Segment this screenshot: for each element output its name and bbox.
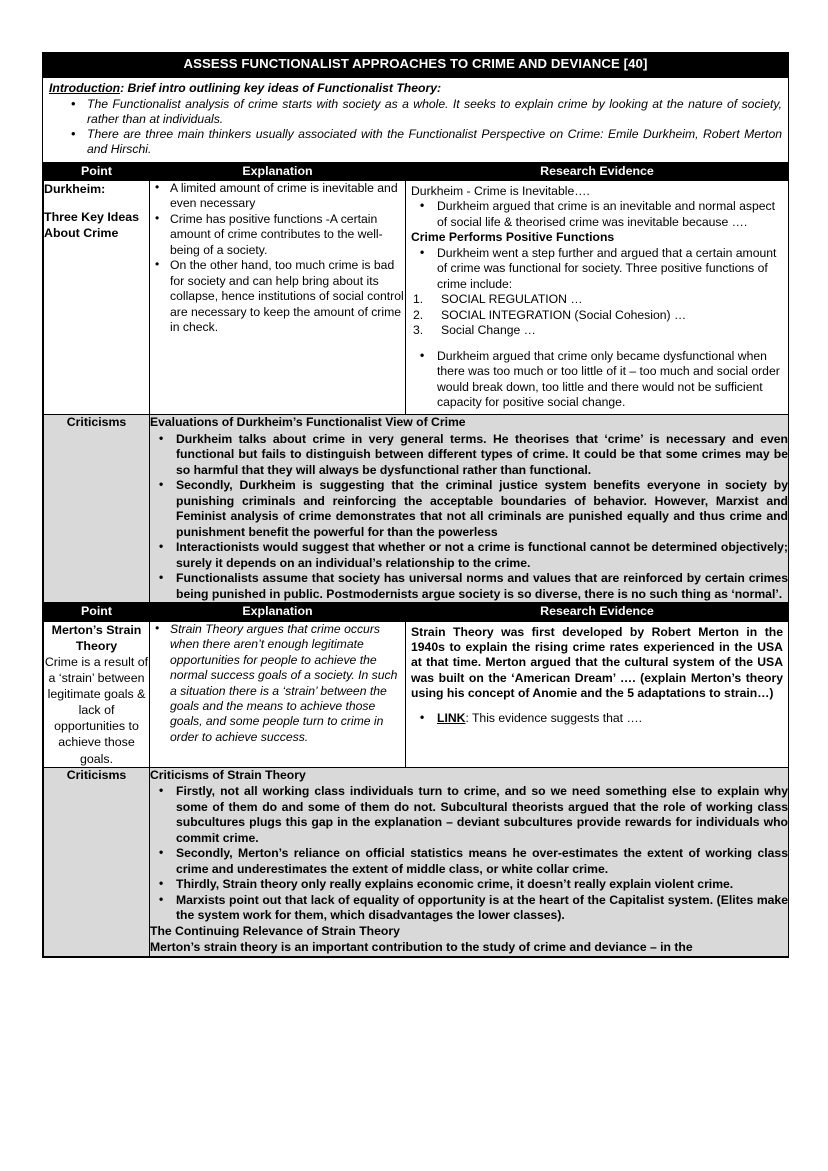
- introduction-heading: [49, 81, 782, 96]
- explanation-cell-merton: [150, 621, 406, 767]
- evidence-bullet-list-1: [411, 199, 783, 230]
- explanation-bullet-list: [150, 622, 405, 746]
- list-item: • On the other hand, too much crime is bad for society and can help bring about its collapse, hence institutions of social control are necessary to keep the amount of crime in check.: [150, 258, 405, 335]
- evidence-heading-inevitable: Durkheim - Crime is Inevitable….: [411, 183, 590, 198]
- point-merton-title: Merton’s Strain Theory: [51, 622, 142, 653]
- criticisms-bullet-list: [150, 784, 788, 923]
- list-item: Social Change …: [441, 323, 536, 338]
- point-cell-merton: [44, 621, 150, 767]
- point-cell-durkheim: [44, 180, 150, 415]
- criticisms-heading: Evaluations of Durkheim’s Functionalist View of Crime: [150, 415, 466, 430]
- table-row-criticisms-merton: [44, 767, 789, 956]
- page-title: ASSESS FUNCTIONALIST APPROACHES TO CRIME AND DEVIANCE [40]: [43, 53, 788, 77]
- list-item: [411, 711, 783, 726]
- list-item: SOCIAL INTEGRATION (Social Cohesion) …: [441, 307, 687, 322]
- criticisms-footer-heading: The Continuing Relevance of Strain Theory: [150, 923, 400, 938]
- list-item: • Crime has positive functions -A certain amount of crime contributes to the well-being of a society.: [150, 212, 405, 258]
- column-header-explanation: Explanation: [150, 162, 406, 180]
- list-item: • Secondly, Merton’s reliance on official statistics means he over-estimates the extent of working class crime and underestimates the extent of middle class, or white collar crime.: [150, 846, 788, 877]
- criticisms-label: Criticisms: [44, 415, 150, 603]
- table-header-row: [44, 162, 789, 180]
- list-item: SOCIAL REGULATION …: [441, 292, 583, 307]
- list-item: • The Functionalist analysis of crime starts with society as a whole. It seeks to explain crime by looking at the nature of society, rather than at individuals.: [71, 97, 782, 128]
- spacer: [411, 701, 783, 711]
- evidence-paragraph-merton: Strain Theory was first developed by Robert Merton in the 1940s to explain the rising crime rates experienced in the USA at that time. Merton argued that the cultural system of the USA was built on the ‘American Dream’ …. (explain Merton’s theory using his concept of Anomie and the 5 adaptations to strain…): [411, 624, 783, 701]
- table-header-row-2: [44, 603, 789, 621]
- list-item: • Durkheim argued that crime only became dysfunctional when there was too much or too little of it – too much and social order would break down, too little and there would not be sufficient capacity for positive social change.: [411, 349, 783, 411]
- link-label: LINK: [437, 711, 466, 726]
- column-header-explanation: Explanation: [150, 603, 406, 621]
- criticisms-heading: Criticisms of Strain Theory: [150, 767, 306, 782]
- worksheet-table: [42, 52, 789, 958]
- list-item: • Durkheim went a step further and argued that a certain amount of crime was functional for society. Three positive functions of crime include:: [411, 246, 783, 292]
- column-header-point: Point: [44, 162, 150, 180]
- list-item: • Durkheim talks about crime in very general terms. He theorises that ‘crime’ is necessary and even functional but fails to distinguish between different types of crime. It could be that some crimes may be so harmful that they will always be dysfunctional rather than functional.: [150, 432, 788, 478]
- list-item: • Strain Theory argues that crime occurs when there aren’t enough legitimate opportunities for people to achieve the normal success goals of a society. In such a situation there is a ‘strain’ between the goals and the means to achieve those goals, and some people turn to crime in order to achieve success.: [150, 622, 405, 746]
- table-row: [44, 621, 789, 767]
- criticisms-body-merton: [150, 767, 789, 956]
- list-item: • Durkheim argued that crime is an inevitable and normal aspect of social life & theorised crime was inevitable because ….: [411, 199, 783, 230]
- spacer: [411, 339, 783, 349]
- evidence-bullet-list-2: [411, 246, 783, 292]
- list-item: • There are three main thinkers usually associated with the Functionalist Perspective on Crime: Emile Durkheim, Robert Merton and Hirschi.: [71, 127, 782, 158]
- list-item: • Marxists point out that lack of equality of opportunity is at the heart of the Capitalist system. (Elites make the system work for them, which disadvantages the lower classes).: [150, 893, 788, 924]
- content-table: [43, 162, 789, 957]
- list-item: • Thirdly, Strain theory only really explains economic crime, it doesn’t really explain violent crime.: [150, 877, 788, 892]
- criticisms-footer-text: Merton’s strain theory is an important contribution to the study of crime and deviance – in the: [150, 940, 693, 955]
- criticisms-bullet-list: [150, 432, 788, 602]
- explanation-bullet-list: [150, 181, 405, 336]
- spacer: [44, 197, 149, 209]
- column-header-evidence: Research Evidence: [406, 603, 789, 621]
- evidence-link-list: [411, 711, 783, 726]
- list-item: • A limited amount of crime is inevitable and even necessary: [150, 181, 405, 212]
- point-merton-rest: Crime is a result of a ‘strain’ between legitimate goals & lack of opportunities to achieve those goals.: [44, 654, 149, 766]
- point-durkheim-line1: Durkheim:: [44, 181, 106, 196]
- introduction-bullet-list: [49, 97, 782, 158]
- table-row-criticisms-durkheim: [44, 415, 789, 603]
- evidence-bullet-list-3: [411, 349, 783, 411]
- criticisms-label: Criticisms: [44, 767, 150, 956]
- list-item: • Secondly, Durkheim is suggesting that the criminal justice system benefits everyone in society by punishing criminals and reinforcing the acceptable boundaries of behavior. However, Marxist and Feminist analysis of crime demonstrates that not all criminals are punished equally and thus crime and punishment benefit the powerful for than the powerless: [150, 478, 788, 540]
- explanation-cell-durkheim: [150, 180, 406, 415]
- list-item: • Functionalists assume that society has universal norms and values that are reinforced by certain crimes being punished in public. Postmodernists argue society is so diverse, there is no such thing as ‘normal’.: [150, 571, 788, 602]
- evidence-heading-positive-functions: Crime Performs Positive Functions: [411, 230, 615, 245]
- introduction-block: [43, 77, 788, 162]
- list-item: • Interactionists would suggest that whether or not a crime is functional cannot be determined objectively; surely it depends on an individual’s relationship to the crime.: [150, 540, 788, 571]
- point-durkheim-line2: Three Key Ideas About Crime: [44, 210, 140, 241]
- introduction-heading-rest: : Brief intro outlining key ideas of Functionalist Theory:: [120, 80, 442, 95]
- column-header-evidence: Research Evidence: [406, 162, 789, 180]
- list-item: • Firstly, not all working class individuals turn to crime, and so we need something else to explain why some of them do and some of them do not. Subcultural theorists argued that the role of working class subcultures plugs this gap in the explanation – deviant subcultures provide rewards for individuals who commit crime.: [150, 784, 788, 846]
- evidence-numbered-list: [411, 292, 783, 338]
- introduction-label: Introduction: [49, 80, 121, 95]
- column-header-point: Point: [44, 603, 150, 621]
- table-row: [44, 180, 789, 415]
- evidence-cell-merton: [406, 621, 789, 767]
- criticisms-body-durkheim: [150, 415, 789, 603]
- link-rest: : This evidence suggests that ….: [465, 711, 643, 726]
- evidence-cell-durkheim: [406, 180, 789, 415]
